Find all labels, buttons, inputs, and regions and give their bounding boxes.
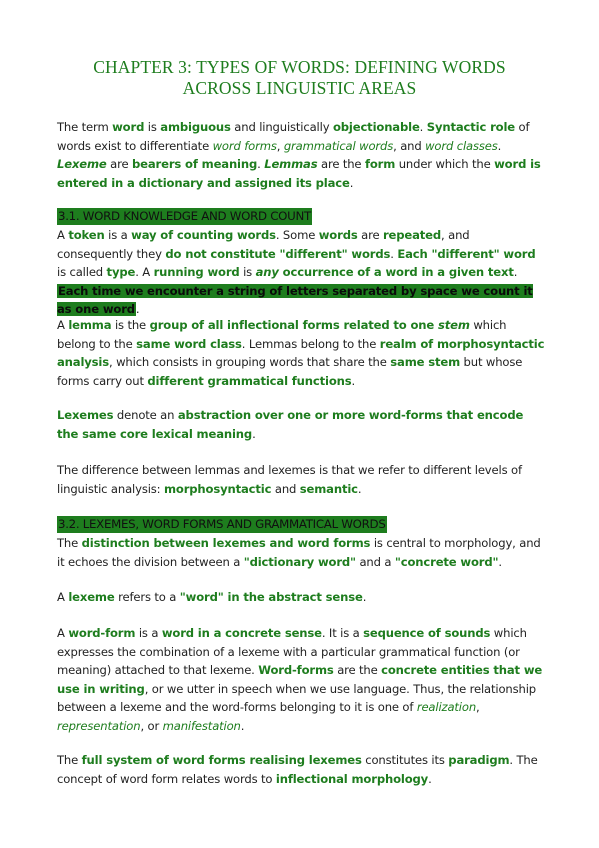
paragraph-token-type: A token is a way of counting words. Some words are repeated, and consequently they do not constitute "different" words. Each "different" word is called type. A running word is any occurrence of a word in a given text. Each time we encounter a string of letters separated by space we count it as one word. — [57, 228, 536, 316]
highlighted-definition: Each time we encounter a string of letters separated by space we count it as one word — [57, 283, 533, 316]
paragraph-word-definition: The term word is ambiguous and linguistically objectionable. Syntactic role of words exist to differentiate word forms, grammatical words, and word classes. Lexeme are bearers of meaning. Lemmas are the form under which the word is entered in a dictionary and assigned its place. — [57, 120, 541, 190]
paragraph-paradigm: The full system of word forms realising lexemes constitutes its paradigm. The concept of word form relates words to inflectional morphology. — [57, 753, 538, 786]
paragraph-word-form: A word-form is a word in a concrete sense. It is a sequence of sounds which expresses the combination of a lexeme with a particular grammatical function (or meaning) attached to that lexeme. Word-forms are the concrete entities that we use in writing, or we utter in speech when we use language. Thus, the relationship between a lexeme and the word-forms belonging to it is one of realization, representation, or manifestation. — [57, 626, 543, 733]
paragraph-distinction: The distinction between lexemes and word forms is central to morphology, and it echoes the division between a "dictionary word" and a "concrete word". — [57, 536, 541, 569]
chapter-title — [40, 57, 559, 99]
chapter-title-line-2: ACROSS LINGUISTIC AREAS — [182, 78, 417, 98]
section-heading-3-1: 3.1. WORD KNOWLEDGE AND WORD COUNT — [58, 209, 311, 223]
paragraph-lexemes: Lexemes denote an abstraction over one or more word-forms that encode the same core lexical meaning. — [57, 408, 524, 441]
paragraph-lexeme-abstract: A lexeme refers to a "word" in the abstract sense. — [57, 590, 367, 604]
paragraph-lemma: A lemma is the group of all inflectional forms related to one stem which belong to the same word class. Lemmas belong to the realm of morphosyntactic analysis, which consists in grouping words that share the same stem but whose forms carry out different grammatical functions. — [57, 318, 545, 388]
paragraph-difference: The difference between lemmas and lexemes is that we refer to different levels of linguistic analysis: morphosyntactic and semantic. — [57, 463, 522, 496]
chapter-title-line-1: CHAPTER 3: TYPES OF WORDS: DEFINING WORDS — [93, 57, 506, 77]
section-heading-3-2: 3.2. LEXEMES, WORD FORMS AND GRAMMATICAL WORDS — [58, 517, 386, 531]
